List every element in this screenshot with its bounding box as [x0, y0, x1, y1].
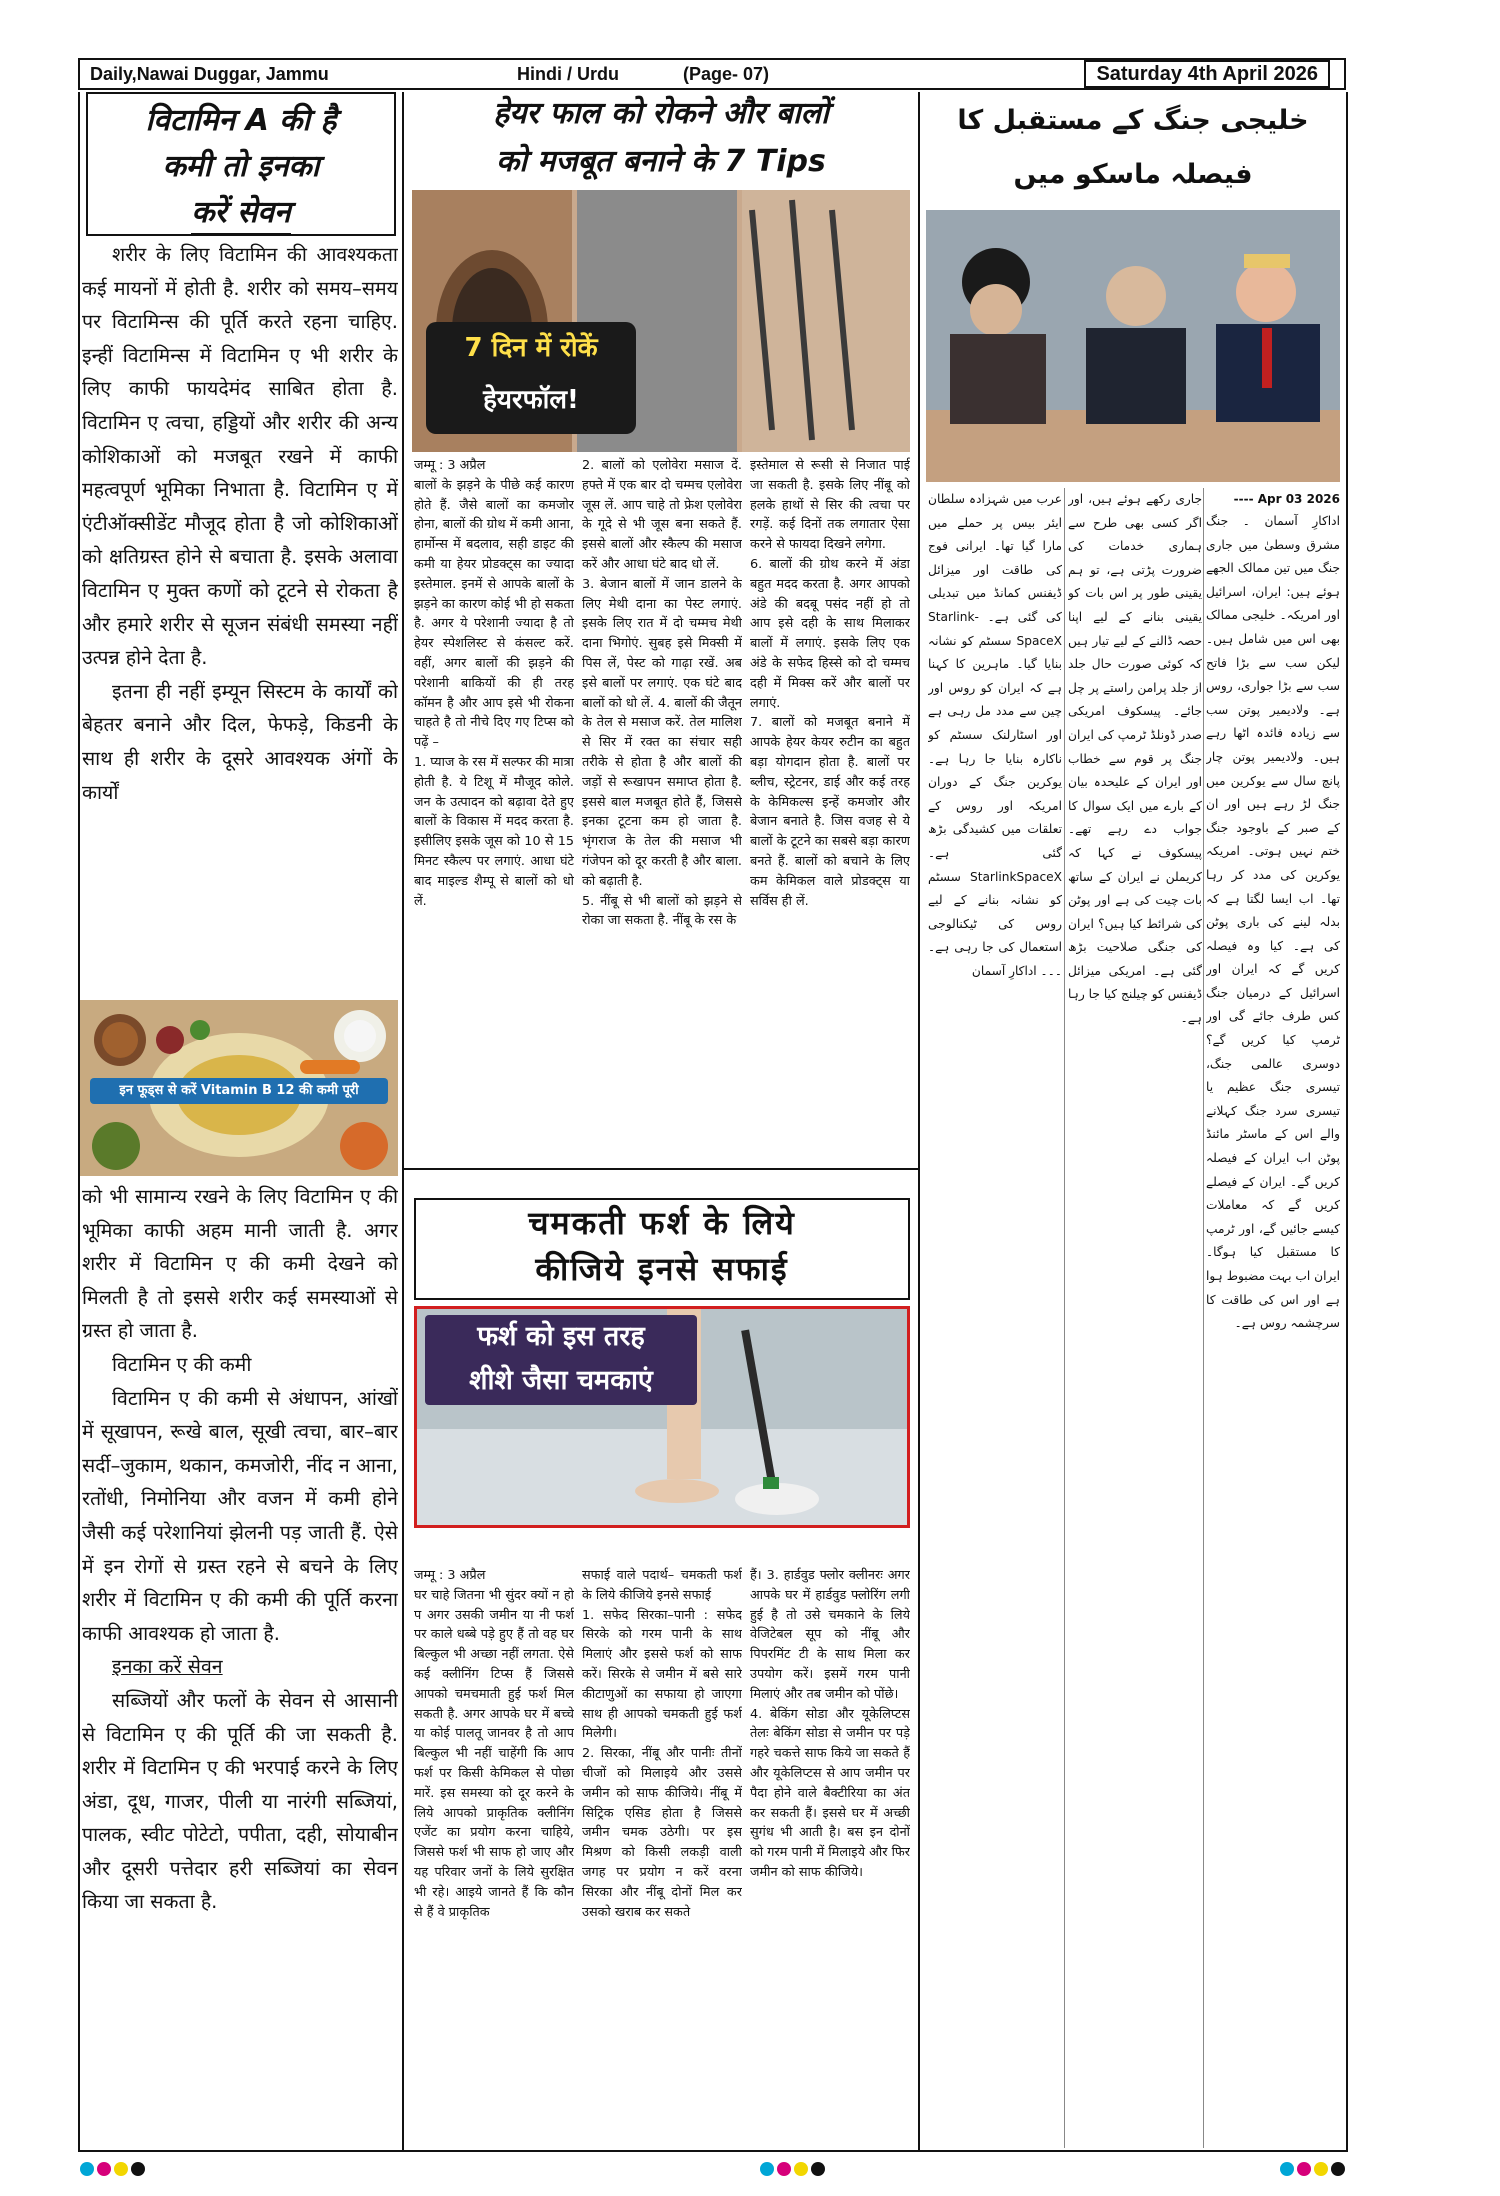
- cmyk-marks: [80, 2162, 145, 2176]
- fruit: [190, 1020, 210, 1040]
- hands-area: [742, 190, 910, 452]
- hair-column-2: 2. बालों को एलोवेरा मसाज दें. हफ्ते में एक बार दो चम्मच एलोवेरा जूस लें. आप चाहे तो फ्रेश एलोवेरा के गूदे से भी जूस बना सकते हैं. इससे बालों और स्कैल्प की मसाज करें और आधा घंटे बाद धो लें. 3. बेजान बालों में जान डालने के लिए मेथी दाना का पेस्ट लगाएं. इसके लिए रात में दो चम्मच मेथी दाना भिगोएं. सुबह इसे मिक्सी में पिस लें, पेस्ट को गाढ़ा रखें. अब इसे बालों पर लगाएं. एक घंटे बाद बालों को धो लें. 4. बालों की जैतून के तेल से मसाज करें. तेल मालिश से सिर में रक्त का संचार सही तरीके से होता है और बालों की जड़ों से रूखापन समाप्त होता है. इससे बाल मजबूत होते हैं, जिससे इनका टूटना कम हो जाता है. भृंगराज के तेल की मसाज भी गंजेपन को दूर करती है और बाला. को बढ़ाती है. 5. नींबू से भी बालों को झड़ने से रोका जा सकता है. नींबू के रस के: [582, 458, 742, 929]
- paper-name: Daily,Nawai Duggar, Jammu: [90, 63, 329, 84]
- cyan-mark: [1280, 2162, 1294, 2176]
- cyan-mark: [80, 2162, 94, 2176]
- floor-image-text: शीशे जैसा चमकाएं: [469, 1365, 653, 1396]
- vitamin-headline-line: कमी तो इनका: [162, 149, 320, 184]
- floor-surface: [417, 1429, 907, 1525]
- magenta-mark: [1297, 2162, 1311, 2176]
- leaders-photo: [926, 210, 1340, 482]
- vitamin-body-top: [82, 238, 398, 1002]
- hair: [1244, 254, 1290, 268]
- vitamin-paragraph: सब्जियों और फलों के सेवन से आसानी से विटामिन ए की पूर्ति की जा सकती है. शरीर में विटामिन ए की भरपाई करने के लिए अंडा, दूध, गाजर, पीली या नारंगी सब्जियां, पालक, स्वीट पोटेटो, पपीता, दही, सोयाबीन और दूसरी पत्तेदार हरी सब्जियां का सेवन किया जा सकता है.: [82, 1688, 398, 1914]
- magenta-mark: [97, 2162, 111, 2176]
- face: [1106, 266, 1166, 326]
- vitamin-headline: [86, 92, 396, 236]
- hair-image-text: हेयरफॉल!: [483, 385, 579, 415]
- column-rule: [1064, 488, 1065, 2148]
- vitamin-paragraph: विटामिन ए की कमी से अंधापन, आंखों में सूखापन, रूखे बाल, सूखी त्वचा, बार–बार सर्दी–जुकाम, थकान, कमजोरी, नींद न आना, रतोंधी, निमोनिया और वजन में कमी होने जैसी कई परेशानियां झेलनी पड़ जाती हैं. ऐसे में इन रोगों से ग्रस्त रहने से बचने के लिए शरीर में विटामिन ए की कमी की पूर्ति करना काफी आवश्यक हो जाता है.: [82, 1386, 398, 1645]
- vitamin-food-image: [80, 1000, 398, 1176]
- floor-headline-line: चमकती फर्श के लिये: [528, 1204, 796, 1242]
- black-mark: [811, 2162, 825, 2176]
- bowl: [340, 1122, 388, 1170]
- hair-column-3: इस्तेमाल से रूसी से निजात पाई जा सकती है. इसके लिए नींबू को हलके हाथों से सिर की त्वचा पर रगड़ें. कई दिनों तक लगातार ऐसा करने से फायदा दिखने लगेगा. 6. बालों की ग्रोथ करने में अंडा बहुत मदद करता है. अगर आपको अंडे की बदबू पसंद नहीं हो तो आप इसे दही के साथ मिलाकर बालों में लगाएं. इसके लिए एक अंडे के सफेद हिस्से को दो चम्मच दही में मिक्स करें और बालों पर लगाएं. 7. बालों को मजबूत बनाने में आपके हेयर केयर रुटीन का बहुत बड़ा योगदान होता है. बालों पर ब्लीच, स्ट्रेटनर, डाई और कई तरह के केमिकल्स इन्हें कमजोर और बेजान बनाते है. जिस वजह से ये बालों के टूटने का सबसे बड़ा कारण बनते हैं. बालों को बचाने के लिए कम केमिकल वाले प्रोडक्ट्स या सर्विस ही लें.: [750, 458, 910, 909]
- cmyk-marks: [1280, 2162, 1345, 2176]
- hair-image: [412, 190, 910, 452]
- floor-column-3: हैं। 3. हार्डवुड फ्लोर क्लीनरः अगर आपके घर में हार्डवुड फ्लोरिंग लगी हुई है तो उसे चमकाने के लिये वेजिटेबल सूप को नींबू और पिपरमिंट टी के साथ मिला कर उपयोग करें। इसमें गरम पानी मिलाएं और तब जमीन को पोंछे। 4. बेकिंग सोडा और यूकेलिप्टस तेलः बेकिंग सोडा से जमीन पर पड़े गहरे चकत्ते साफ किये जा सकते हैं और यूकेलिप्टस से आप जमीन पर पैदा होने वाले बैक्टीरिया का अंत कर सकती हैं। इससे घर में अच्छी सुगंध भी आती है। बस इन दोनों को गरम पानी में मिलाइये और फिर जमीन को साफ कीजिये।: [750, 1568, 910, 1880]
- urdu-headline-line: خلیجی جنگ کے مستقبل کا فیصلہ ماسکو میں: [957, 105, 1309, 190]
- vitamin-paragraph: शरीर के लिए विटामिन की आवश्यकता कई मायनों में होती है. शरीर को समय–समय पर विटामिन्स की पूर्ति करते रहना चाहिए. इन्हीं विटामिन्स में विटामिन ए भी शरीर के लिए काफी फायदेमंद साबित होता है. विटामिन ए त्वचा, हड्डियों और शरीर की अन्य कोशिकाओं को मजबूत रखने में काफी महत्वपूर्ण भूमिका निभाता है. विटामिन ए में एंटीऑक्सीडेंट मौजूद होता है जो कोशिकाओं को क्षतिग्रस्त होने से बचाता है. इसके अलावा विटामिन ए मुक्त कणों को टूटने से रोकता है और हमारे शरीर से सूजन संबंधी समस्या नहीं उत्पन्न होने देता है.: [82, 243, 398, 670]
- column-rule: [402, 92, 404, 2152]
- bowl-food: [102, 1022, 138, 1058]
- vitamin-subheading: इनका करें सेवन: [112, 1655, 223, 1679]
- section-rule: [404, 1168, 918, 1170]
- floor-image-text: फर्श को इस तरह: [477, 1321, 645, 1352]
- yellow-mark: [794, 2162, 808, 2176]
- face: [1236, 262, 1296, 322]
- mop-clip: [763, 1477, 779, 1489]
- urdu-column-right: اداکارِ آسمان ۔ جنگ مشرق وسطیٰ میں جاری جنگ میں تین ممالک الجھے ہوئے ہیں: ایران، اسرائیل اور امریکہ۔ خلیجی ممالک بھی اس میں شامل ہیں۔ لیکن سب سے بڑا فاتح سب سے بڑا جواری، روس ہے۔ ولادیمیر پوتن سب سے زیادہ فائدہ اٹھا رہے ہیں۔ ولادیمیر پوتن چار پانچ سال سے یوکرین میں جنگ لڑ رہے ہیں اور ان کے صبر کے باوجود جنگ ختم نہیں ہوتی۔ امریکہ یوکرین کی مدد کر رہا تھا۔ اب ایسا لگتا ہے کہ بدلہ لینے کی باری پوٹن کی ہے۔ کیا وہ فیصلہ کریں گے کہ ایران اور اسرائیل کے درمیان جنگ کس طرف جائے گی اور ٹرمپ کیا کریں گے؟ دوسری عالمی جنگ، تیسری جنگ عظیم یا تیسری سرد جنگ کہلانے والے اس کے ماسٹر مائنڈ پوٹن اب ایران کے فیصلہ کریں گے۔ ایران کے فیصلے کریں گے کہ معاملات کیسے جائیں گے، اور ٹرمپ کا مستقبل کیا ہوگا۔ ایران اب بہت مضبوط ہوا ہے اور اس کی طاقت کا سرچشمہ روس ہے۔: [1206, 514, 1340, 1331]
- hair-headline: [410, 90, 912, 190]
- masthead: [78, 58, 1346, 90]
- cyan-mark: [760, 2162, 774, 2176]
- yellow-mark: [114, 2162, 128, 2176]
- floor-headline: [414, 1198, 910, 1300]
- hair-headline-line: को मजबूत बनाने के 7 Tips: [496, 144, 826, 179]
- floor-column-2: सफाई वाले पदार्थ– चमकती फर्श के लिये कीजिये इनसे सफाई 1. सफेद सिरका–पानी : सफेद सिरके को गरम पानी के साथ मिलाएं और इससे फर्श को साफ करें। सिरके से जमीन में बसे सारे कीटाणुओं का सफाया हो जाएगा साथ ही आपको चमकती हुई फर्श मिलेगी। 2. सिरका, नींबू और पानीः तीनों चीजों को मिलाइये और उससे जमीन को साफ कीजिये। नींबू में सिट्रिक एसिड होता है जिससे जमीन चमक उठेगी। पर इस मिश्रण को किसी लकड़ी वाली जगह पर प्रयोग न करें वरना सिरका और नींबू दोनों मिल कर उसको खराब कर सकते: [582, 1568, 742, 1920]
- page-bottom-rule: [78, 2150, 1348, 2152]
- vitamin-paragraph: को भी सामान्य रखने के लिए विटामिन ए की भूमिका काफी अहम मानी जाती है. अगर शरीर में विटामिन ए की कमी देखने को मिलती है तो इससे शरीर कई समस्याओं से ग्रस्त हो जाता है.: [82, 1185, 398, 1343]
- black-mark: [1331, 2162, 1345, 2176]
- floor-column-1: जम्मू : 3 अप्रैल घर चाहे जितना भी सुंदर क्यों न हो प अगर उसकी जमीन या नी फर्श पर काले धब्बे पड़े हुए हैं तो वह घर बिल्कुल भी अच्छा नहीं लगता. ऐसे कई क्लीनिंग टिप्स हैं जिससे आपको चमचमाती हुई फर्श मिल सकती है. अगर आपके घर में बच्चे या कोई पालतू जानवर है तो आप बिल्कुल भी नहीं चाहेंगी कि आप फर्श पर किसी केमिकल से पोछा मारें. इस समस्या को दूर करने के लिये आपको प्राकृतिक क्लीनिंग एजेंट का प्रयोग करना चाहिये, जिससे फर्श भी साफ हो जाए और यह परिवार जनों के लिये सुरक्षित भी रहे। आइये जानते हैं कि कौन से हैं वे प्राकृतिक: [414, 1568, 574, 1920]
- robe: [950, 334, 1046, 424]
- floor-headline-line: कीजिये इनसे सफाई: [535, 1250, 789, 1288]
- urdu-dateline: 2026 Apr 03 ----: [1233, 492, 1340, 506]
- vitamin-paragraph: इतना ही नहीं इम्यून सिस्टम के कार्यों को बेहतर बनाने और दिल, फेफड़े, किडनी के साथ ही शरीर के दूसरे आवश्यक अंगों के कार्यों: [82, 679, 398, 804]
- yellow-mark: [1314, 2162, 1328, 2176]
- tie: [1262, 328, 1272, 388]
- floor-image: [414, 1306, 910, 1528]
- vitamin-headline-line: विटामिन A की है: [145, 103, 337, 138]
- vitamin-image-caption: इन फूड्स से करें Vitamin B 12 की कमी पूरी: [90, 1078, 388, 1104]
- hair-headline-line: हेयर फाल को रोकने और बालों: [493, 96, 829, 131]
- column-rule: [918, 92, 920, 2152]
- hair-column-1: जम्मू : 3 अप्रैल बालों के झड़ने के पीछे कई कारण होते हैं. जैसे बालों का कमजोर होना, बालों की ग्रोथ में कमी आना, हार्मोन्स में बदलाव, सही डाइट की कमी या हेयर प्रोडक्ट्स का ज्यादा इस्तेमाल. इनमें से आपके बालों के झड़ने का कारण कोई भी हो सकता है. अगर ये परेशानी ज्यादा है तो हेयर स्पेशलिस्ट से कंसल्ट करें. वहीं, अगर बालों की झड़ने की परेशानी बाकियों की ही तरह कॉमन है और आप इसे भी रोकना चाहते है तो नीचे दिए गए टिप्स को पढ़ें – 1. प्याज के रस में सल्फर की मात्रा होती है. ये टिशू में मौजूद कोले. जन के उत्पादन को बढ़ावा देते हुए बालों के विकास में मदद करता है. इसीलिए इसके जूस को 10 से 15 मिनट स्कैल्प पर लगाएं. आधा घंटे बाद माइल्ड शैम्पू से बालों को धो लें.: [414, 458, 574, 909]
- cmyk-marks: [760, 2162, 825, 2176]
- floor-image-overlay: [425, 1315, 697, 1405]
- black-mark: [131, 2162, 145, 2176]
- paper-languages: Hindi / Urdu: [517, 63, 619, 84]
- hair-image-text: 7 दिन में रोकें: [464, 333, 598, 363]
- vitamin-subheading: विटामिन ए की कमी: [112, 1352, 252, 1376]
- magenta-mark: [777, 2162, 791, 2176]
- hair-image-overlay: [426, 322, 636, 434]
- column-rule: [1203, 488, 1204, 2148]
- bowl: [92, 1122, 140, 1170]
- face: [970, 284, 1022, 336]
- fruit: [156, 1026, 184, 1054]
- leaders-illustration: [926, 210, 1340, 482]
- page-number: (Page- 07): [683, 63, 770, 84]
- urdu-column-left: عرب میں شہزادہ سلطان ایئر بیس پر حملے میں مارا گیا تھا۔ ایرانی فوج کی طاقت اور میزائل ڈیفنس کمانڈ میں تبدیلی کی گئی ہے۔ Starlink-SpaceX سسٹم کو نشانہ بنایا گیا۔ ماہرین کا کہنا ہے کہ ایران کو روس اور چین سے مدد مل رہی ہے اور اسٹارلنک سسٹم کو ناکارہ بنایا جا رہا ہے۔ یوکرین جنگ کے دوران امریکہ اور روس کے تعلقات میں کشیدگی بڑھ گئی ہے۔ StarlinkSpaceX سسٹم کو نشانہ بنانے کے لیے روس کی ٹیکنالوجی استعمال کی جا رہی ہے۔ ۔۔۔ اداکارِ آسمان: [928, 492, 1062, 978]
- suit: [1086, 328, 1186, 424]
- carrot: [300, 1060, 360, 1074]
- urdu-column-middle: جاری رکھے ہوئے ہیں، اور اگر کسی بھی طرح سے ہماری خدمات کی ضرورت پڑتی ہے، تو ہم یقینی طور پر اس بات کو یقینی بنانے کے لیے اپنا حصہ ڈالنے کے لیے تیار ہیں کہ کوئی صورت حال جلد از جلد پرامن راستے پر چل جائے۔ پیسکوف امریکی صدر ڈونلڈ ٹرمپ کی ایران جنگ پر قوم سے خطاب اور ایران کے علیحدہ بیان کے بارے میں ایک سوال کا جواب دے رہے تھے۔ پیسکوف نے کہا کہ کریملن نے ایران کے ساتھ بات چیت کی ہے اور پوٹن کی شرائط کیا ہیں؟ ایران کی جنگی صلاحیت بڑھ گئی ہے۔ امریکی میزائل ڈیفنس کو چیلنج کیا جا رہا ہے۔: [1068, 492, 1202, 1026]
- urdu-headline: [926, 94, 1340, 204]
- egg: [344, 1020, 376, 1052]
- column-rule: [1346, 92, 1348, 2152]
- foot: [635, 1479, 719, 1503]
- vitamin-headline-line: करें सेवन: [191, 193, 290, 235]
- vitamin-body-bottom: [82, 1180, 398, 2140]
- paper-date: Saturday 4th April 2026: [1084, 60, 1330, 88]
